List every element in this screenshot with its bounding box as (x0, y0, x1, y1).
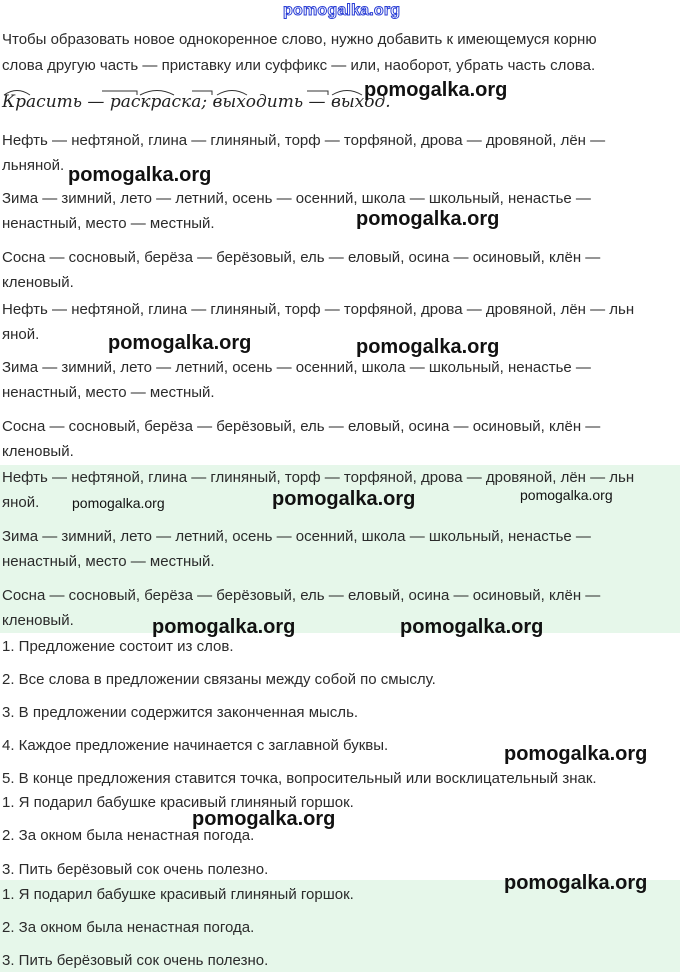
adjective-line: Сосна — сосновый, берёза — берёзовый, ель — еловый, осина — осиновый, клён — (2, 249, 601, 266)
answer-sentence-item: 3. Пить берёзовый сок очень полезно. (2, 952, 269, 969)
answer-line: Зима — зимний, лето — летний, осень — осенний, школа — школьный, ненастье — (2, 528, 591, 545)
suffix-line: ненастный, место — местный. (2, 384, 215, 401)
site-logo[interactable]: pomogalka.org (283, 2, 401, 19)
watermark: pomogalka.org (504, 743, 648, 765)
watermark: pomogalka.org (520, 487, 613, 503)
watermark: pomogalka.org (152, 616, 296, 638)
adjective-line: кленовый. (2, 274, 74, 291)
watermark: pomogalka.org (504, 872, 648, 894)
watermark: pomogalka.org (364, 79, 508, 101)
adjective-line: Зима — зимний, лето — летний, осень — осенний, школа — школьный, ненастье — (2, 190, 591, 207)
watermark: pomogalka.org (108, 332, 252, 354)
watermark: pomogalka.org (356, 208, 500, 230)
sentence-item: 3. Пить берёзовый сок очень полезно. (2, 861, 269, 878)
rule-item: 5. В конце предложения ставится точка, вопросительный или восклицательный знак. (2, 770, 597, 787)
watermark: pomogalka.org (400, 616, 544, 638)
morphology-example (2, 92, 391, 112)
answer-line: кленовый. (2, 612, 74, 629)
answer-line: яной. (2, 494, 40, 511)
adjective-line: ненастный, место — местный. (2, 215, 215, 232)
rule-item: 3. В предложении содержится законченная мысль. (2, 704, 359, 721)
answer-line: Нефть — нефтяной, глина — глиняный, торф — торфяной, дрова — дровяной, лён — льн (2, 469, 635, 486)
suffix-line: Зима — зимний, лето — летний, осень — осенний, школа — школьный, ненастье — (2, 359, 591, 376)
sentence-item: 2. За окном была ненастная погода. (2, 827, 255, 844)
intro-line: слова другую часть — приставку или суффикс — или, наоборот, убрать часть слова. (2, 57, 596, 74)
watermark: pomogalka.org (72, 495, 165, 511)
morphology-example-text: Красить — раскраска; выходить — выход. (2, 92, 391, 112)
sentence-item: 1. Я подарил бабушке красивый глиняный горшок. (2, 794, 354, 811)
answer-sentence-item: 2. За окном была ненастная погода. (2, 919, 255, 936)
rule-item: 4. Каждое предложение начинается с заглавной буквы. (2, 737, 389, 754)
morpheme-marks-icon (2, 86, 362, 108)
adjective-line: Нефть — нефтяной, глина — глиняный, торф — торфяной, дрова — дровяной, лён — (2, 132, 606, 149)
suffix-line: яной. (2, 326, 40, 343)
intro-line: Чтобы образовать новое однокоренное слово, нужно добавить к имеющемуся корню (2, 31, 597, 48)
rule-item: 1. Предложение состоит из слов. (2, 638, 234, 655)
rule-item: 2. Все слова в предложении связаны между собой по смыслу. (2, 671, 436, 688)
answer-line: Сосна — сосновый, берёза — берёзовый, ель — еловый, осина — осиновый, клён — (2, 587, 601, 604)
suffix-line: Сосна — сосновый, берёза — берёзовый, ель — еловый, осина — осиновый, клён — (2, 418, 601, 435)
suffix-line: кленовый. (2, 443, 74, 460)
adjective-line: льняной. (2, 157, 65, 174)
watermark: pomogalka.org (68, 164, 212, 186)
watermark: pomogalka.org (192, 808, 336, 830)
answer-line: ненастный, место — местный. (2, 553, 215, 570)
suffix-line: Нефть — нефтяной, глина — глиняный, торф — торфяной, дрова — дровяной, лён — льн (2, 301, 635, 318)
watermark: pomogalka.org (272, 488, 416, 510)
watermark: pomogalka.org (356, 336, 500, 358)
answer-sentence-item: 1. Я подарил бабушке красивый глиняный горшок. (2, 886, 354, 903)
